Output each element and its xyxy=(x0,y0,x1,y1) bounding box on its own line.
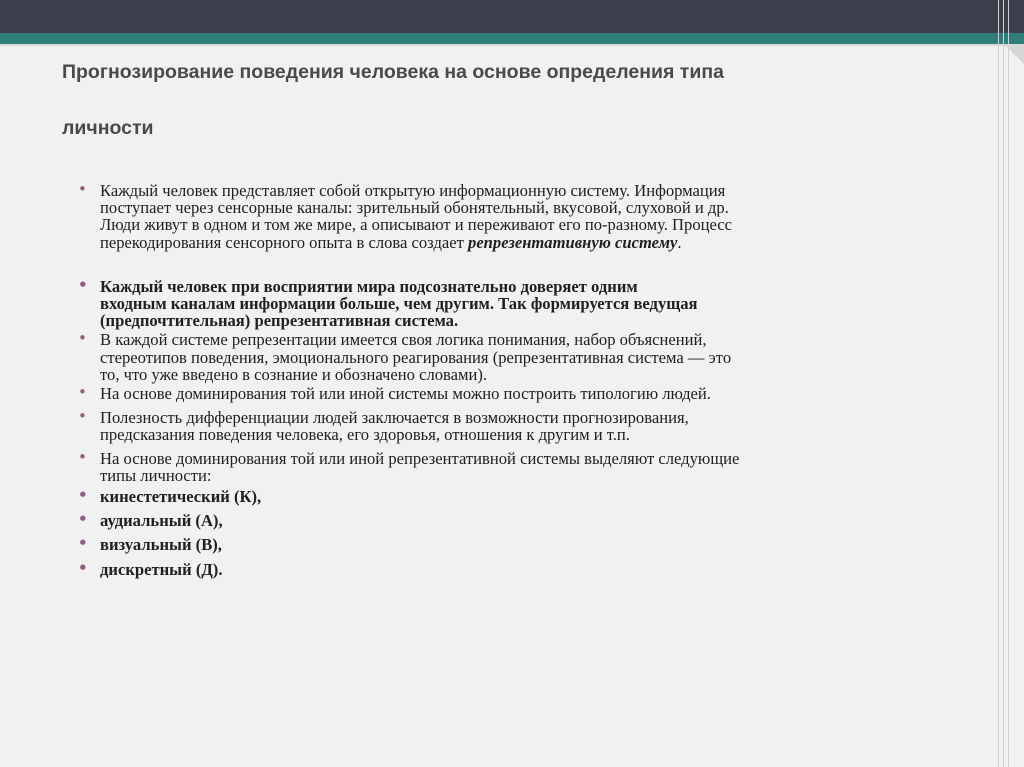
item-text: перекодирования сенсорного опыта в слова создает xyxy=(100,232,469,252)
list-item xyxy=(78,512,978,529)
item-line xyxy=(100,234,978,251)
item-line: На основе доминирования той или иной репрезентативной системы выделяют следующие xyxy=(100,448,740,468)
title-line-1: Прогнозирование поведения человека на основе определения типа xyxy=(62,61,724,83)
item-line: поступает через сенсорные каналы: зрительный обонятельный, вкусовой, слуховой и др. xyxy=(100,198,729,218)
list-item xyxy=(78,275,978,331)
item-line: входным каналам информации больше, чем другим. Так формируется ведущая xyxy=(100,294,698,314)
bullet-list xyxy=(78,182,978,578)
bullet-icon: • xyxy=(78,180,87,198)
accent-line xyxy=(0,44,1024,46)
item-line: дискретный (Д). xyxy=(100,559,223,579)
list-item xyxy=(78,558,978,579)
item-line: аудиальный (А), xyxy=(100,511,223,531)
item-line: то, что уже введено в сознание и обозначено словами). xyxy=(100,364,488,384)
bullet-icon: • xyxy=(78,534,88,553)
list-item xyxy=(78,182,978,251)
list-item xyxy=(78,488,978,505)
accent-stripe xyxy=(0,33,1024,44)
emphasized-term: репрезентативную систему xyxy=(468,232,678,252)
list-item xyxy=(78,447,978,485)
item-text: . xyxy=(677,232,682,252)
title-line-2: личности xyxy=(62,117,154,139)
bullet-icon: • xyxy=(78,275,88,294)
item-line: Полезность дифференциации людей заключается в возможности прогнозирования, xyxy=(100,408,689,428)
item-line: Каждый человек представляет собой открытую информационную систему. Информация xyxy=(100,181,726,200)
item-line: Люди живут в одном и том же мире, а описывают и переживают его по-разному. Процесс xyxy=(100,215,733,235)
item-line: В каждой системе репрезентации имеется своя логика понимания, набор объяснений, xyxy=(100,330,707,350)
bullet-icon: • xyxy=(78,510,88,529)
item-line: кинестетический (К), xyxy=(100,487,262,507)
item-line: Каждый человек при восприятии мира подсознательно доверяет одним xyxy=(100,276,638,296)
list-item xyxy=(78,536,978,553)
item-line: типы личности: xyxy=(100,465,212,485)
list-item xyxy=(78,409,978,443)
bullet-icon: • xyxy=(78,383,87,402)
item-line: (предпочтительная) репрезентативная система. xyxy=(100,311,459,331)
item-line: предсказания поведения человека, его здоровья, отношения к другим и т.п. xyxy=(100,425,630,445)
list-item xyxy=(78,385,978,402)
list-item xyxy=(78,331,978,383)
item-line: На основе доминирования той или иной системы можно построить типологию людей. xyxy=(100,384,711,404)
item-line: стереотипов поведения, эмоционального реагирования (репрезентативная система — это xyxy=(100,347,732,367)
edge-decoration xyxy=(994,0,1024,767)
item-line: визуальный (В), xyxy=(100,535,222,555)
bullet-icon: • xyxy=(78,558,88,577)
corner-fold xyxy=(1006,46,1024,64)
bullet-icon: • xyxy=(78,447,87,466)
top-bar xyxy=(0,0,1024,33)
bullet-icon: • xyxy=(78,407,87,426)
bullet-icon: • xyxy=(78,486,88,505)
bullet-icon: • xyxy=(78,329,87,348)
